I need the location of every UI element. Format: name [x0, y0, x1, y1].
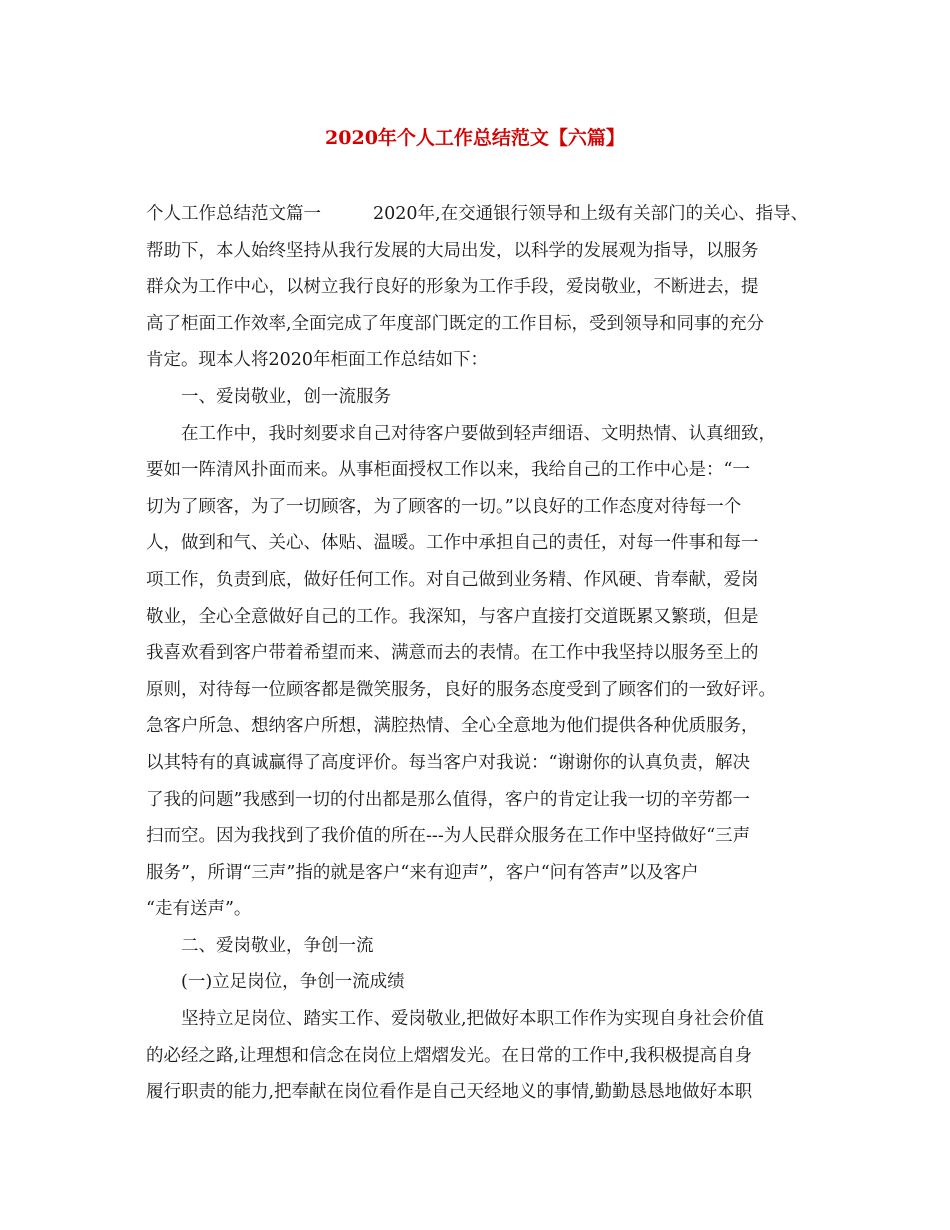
paragraph-line: 原则，对待每一位顾客都是微笑服务，良好的服务态度受到了顾客们的一致好评。 [146, 679, 776, 700]
paragraph-line: 项工作，负责到底，做好任何工作。对自己做到业务精、作风硬、肯奉献，爱岗 [146, 569, 759, 590]
paragraph-line: 坚持立足岗位、踏实工作、爱岗敬业,把做好本职工作作为实现自身社会价值 [181, 1009, 765, 1030]
section-heading: 一、爱岗敬业，创一流服务 [181, 386, 391, 407]
subsection-heading: (一)立足岗位，争创一流成绩 [181, 972, 405, 993]
document-body [146, 196, 809, 1111]
paragraph-line: 的必经之路,让理想和信念在岗位上熠熠发光。在日常的工作中,我积极提高自身 [146, 1045, 753, 1066]
document-title: 2020年个人工作总结范文【六篇】 [325, 127, 625, 149]
paragraph-line: 履行职责的能力,把奉献在岗位看作是自己天经地义的事情,勤勤恳恳地做好本职 [146, 1082, 753, 1103]
paragraph-line: 敬业，全心全意做好自己的工作。我深知，与客户直接打交道既累又繁琐，但是 [146, 606, 759, 627]
paragraph-line: 在工作中，我时刻要求自己对待客户要做到轻声细语、文明热情、认真细致， [181, 423, 776, 444]
paragraph-line: 要如一阵清风扑面而来。从事柜面授权工作以来，我给自己的工作中心是：“一 [146, 460, 750, 481]
paragraph-line: 切为了顾客，为了一切顾客，为了顾客的一切。”以良好的工作态度对待每一个 [146, 496, 742, 517]
section-label: 个人工作总结范文篇一 [146, 204, 321, 224]
paragraph-line: 扫而空。因为我找到了我价值的所在---为人民群众服务在工作中坚持做好“三声 [146, 826, 751, 847]
paragraph-line: “走有送声”。 [146, 899, 252, 920]
paragraph-line: 服务”，所谓“三声”指的就是客户“来有迎声”，客户“问有答声”以及客户 [146, 862, 699, 883]
line-text: 2020年,在交通银行领导和上级有关部门的关心、指导、 [373, 204, 809, 224]
paragraph-line: 帮助下，本人始终坚持从我行发展的大局出发，以科学的发展观为指导，以服务 [146, 240, 759, 261]
paragraph-line: 了我的问题”我感到一切的付出都是那么值得，客户的肯定让我一切的辛劳都一 [146, 789, 750, 810]
paragraph-line: 人，做到和气、关心、体贴、温暖。工作中承担自己的责任，对每一件事和每一 [146, 533, 759, 554]
paragraph-line: 肯定。现本人将2020年柜面工作总结如下： [146, 350, 489, 371]
section-heading: 二、爱岗敬业，争创一流 [181, 935, 374, 956]
paragraph-line [146, 196, 809, 233]
paragraph-line: 急客户所急、想纳客户所想，满腔热情、全心全意地为他们提供各种优质服务， [146, 716, 759, 737]
paragraph-line: 我喜欢看到客户带着希望而来、满意而去的表情。在工作中我坚持以服务至上的 [146, 643, 759, 664]
paragraph-line: 群众为工作中心，以树立我行良好的形象为工作手段，爱岗敬业，不断进去，提 [146, 277, 759, 298]
paragraph-line: 高了柜面工作效率,全面完成了年度部门既定的工作目标，受到领导和同事的充分 [146, 313, 765, 334]
paragraph-line: 以其特有的真诚赢得了高度评价。每当客户对我说：“谢谢你的认真负责，解决 [146, 752, 750, 773]
